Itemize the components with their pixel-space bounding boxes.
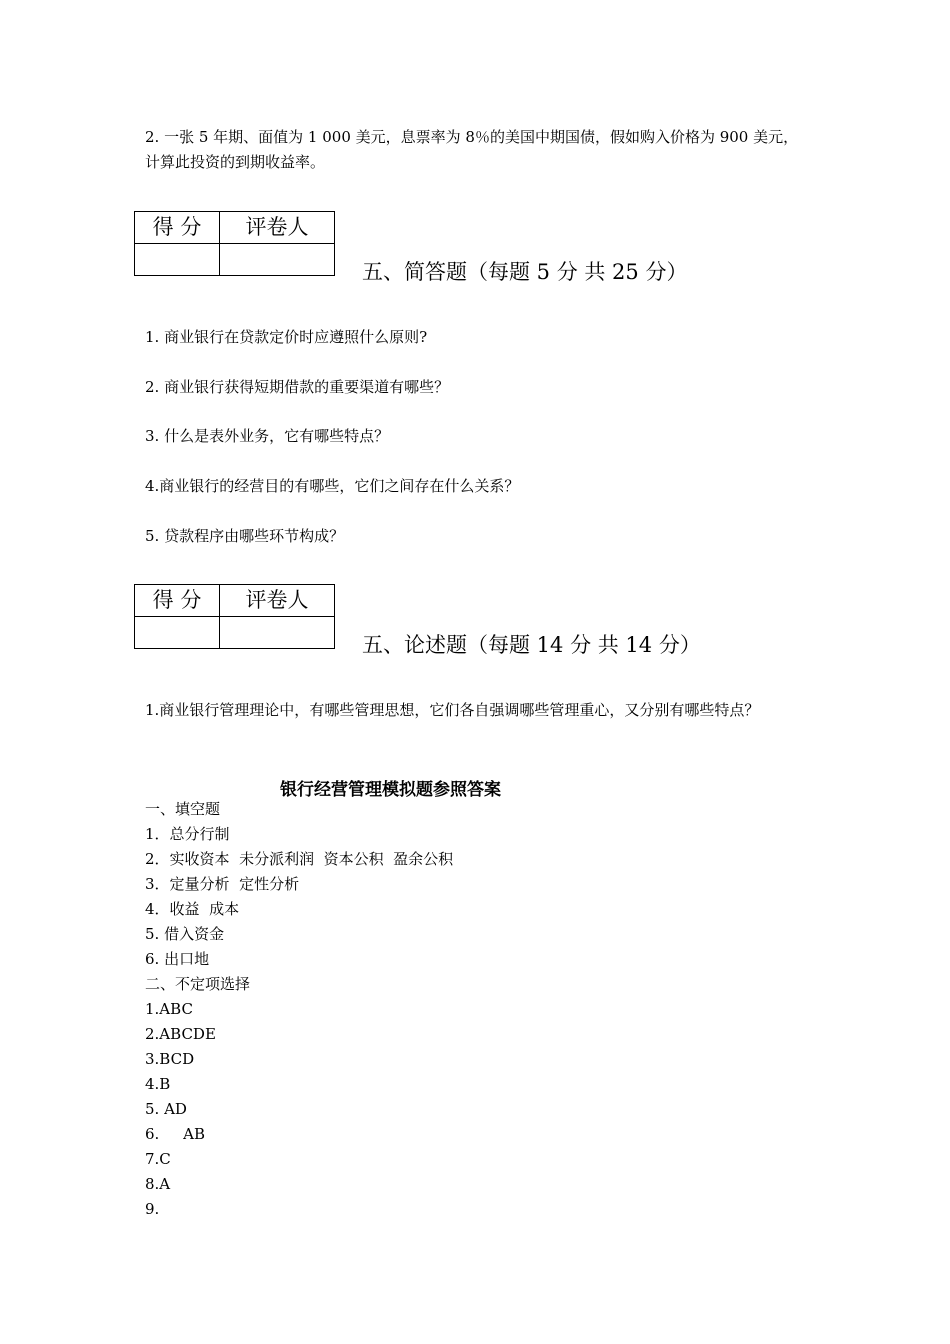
score-table-1	[134, 211, 335, 276]
short-question-2: 2. 商业银行获得短期借款的重要渠道有哪些？	[145, 378, 450, 396]
answers-title: 银行经营管理模拟题参照答案	[280, 780, 501, 800]
answer-line: 5. AD	[145, 1100, 187, 1118]
score-cell	[135, 617, 220, 649]
answer-line: 7.C	[145, 1150, 171, 1168]
reviewer-label: 评卷人	[220, 585, 335, 617]
reviewer-label: 评卷人	[220, 212, 335, 244]
answer-line: 2．实收资本 未分派利润 资本公积 盈余公积	[145, 850, 454, 868]
calculation-question-2: 2. 一张 5 年期、面值为 1 000 美元，息票率为 8％的美国中期国债，假如购入价格为 900 美元，计算此投资的到期收益率。	[145, 128, 799, 171]
answer-line: 4.B	[145, 1075, 171, 1093]
short-question-4: 4.商业银行的经营目的有哪些，它们之间存在什么关系？	[145, 477, 520, 495]
answer-line: 2.ABCDE	[145, 1025, 216, 1043]
short-question-1: 1. 商业银行在贷款定价时应遵照什么原则?	[145, 328, 428, 346]
score-table-2	[134, 584, 335, 649]
answer-line: 1．总分行制	[145, 825, 230, 843]
answer-line: 3．定量分析 定性分析	[145, 875, 300, 893]
answer-line: 1.ABC	[145, 1000, 193, 1018]
essay-question-1: 1.商业银行管理理论中，有哪些管理思想，它们各自强调哪些管理重心，又分别有哪些特点？	[145, 701, 760, 719]
answer-line: 8.A	[145, 1175, 171, 1193]
answer-line: 4．收益 成本	[145, 900, 240, 918]
answer-line: 6. 出口地	[145, 950, 210, 968]
short-question-3: 3. 什么是表外业务，它有哪些特点？	[145, 427, 390, 445]
score-cell	[135, 244, 220, 276]
short-question-5: 5. 贷款程序由哪些环节构成？	[145, 527, 345, 545]
section-title-short-answer: 五、简答题（每题 5 分 共 25 分）	[362, 260, 688, 284]
reviewer-cell	[220, 617, 335, 649]
answer-line: 3.BCD	[145, 1050, 195, 1068]
score-label: 得 分	[135, 585, 220, 617]
answer-line: 二、不定项选择	[145, 975, 251, 993]
answers-list	[145, 797, 453, 1222]
answer-line: 5. 借入资金	[145, 925, 225, 943]
score-label: 得 分	[135, 212, 220, 244]
reviewer-cell	[220, 244, 335, 276]
answer-line: 6. AB	[145, 1125, 206, 1143]
answer-line: 一、填空题	[145, 800, 221, 818]
section-title-essay: 五、论述题（每题 14 分 共 14 分）	[362, 633, 701, 657]
answer-line: 9.	[145, 1200, 160, 1218]
